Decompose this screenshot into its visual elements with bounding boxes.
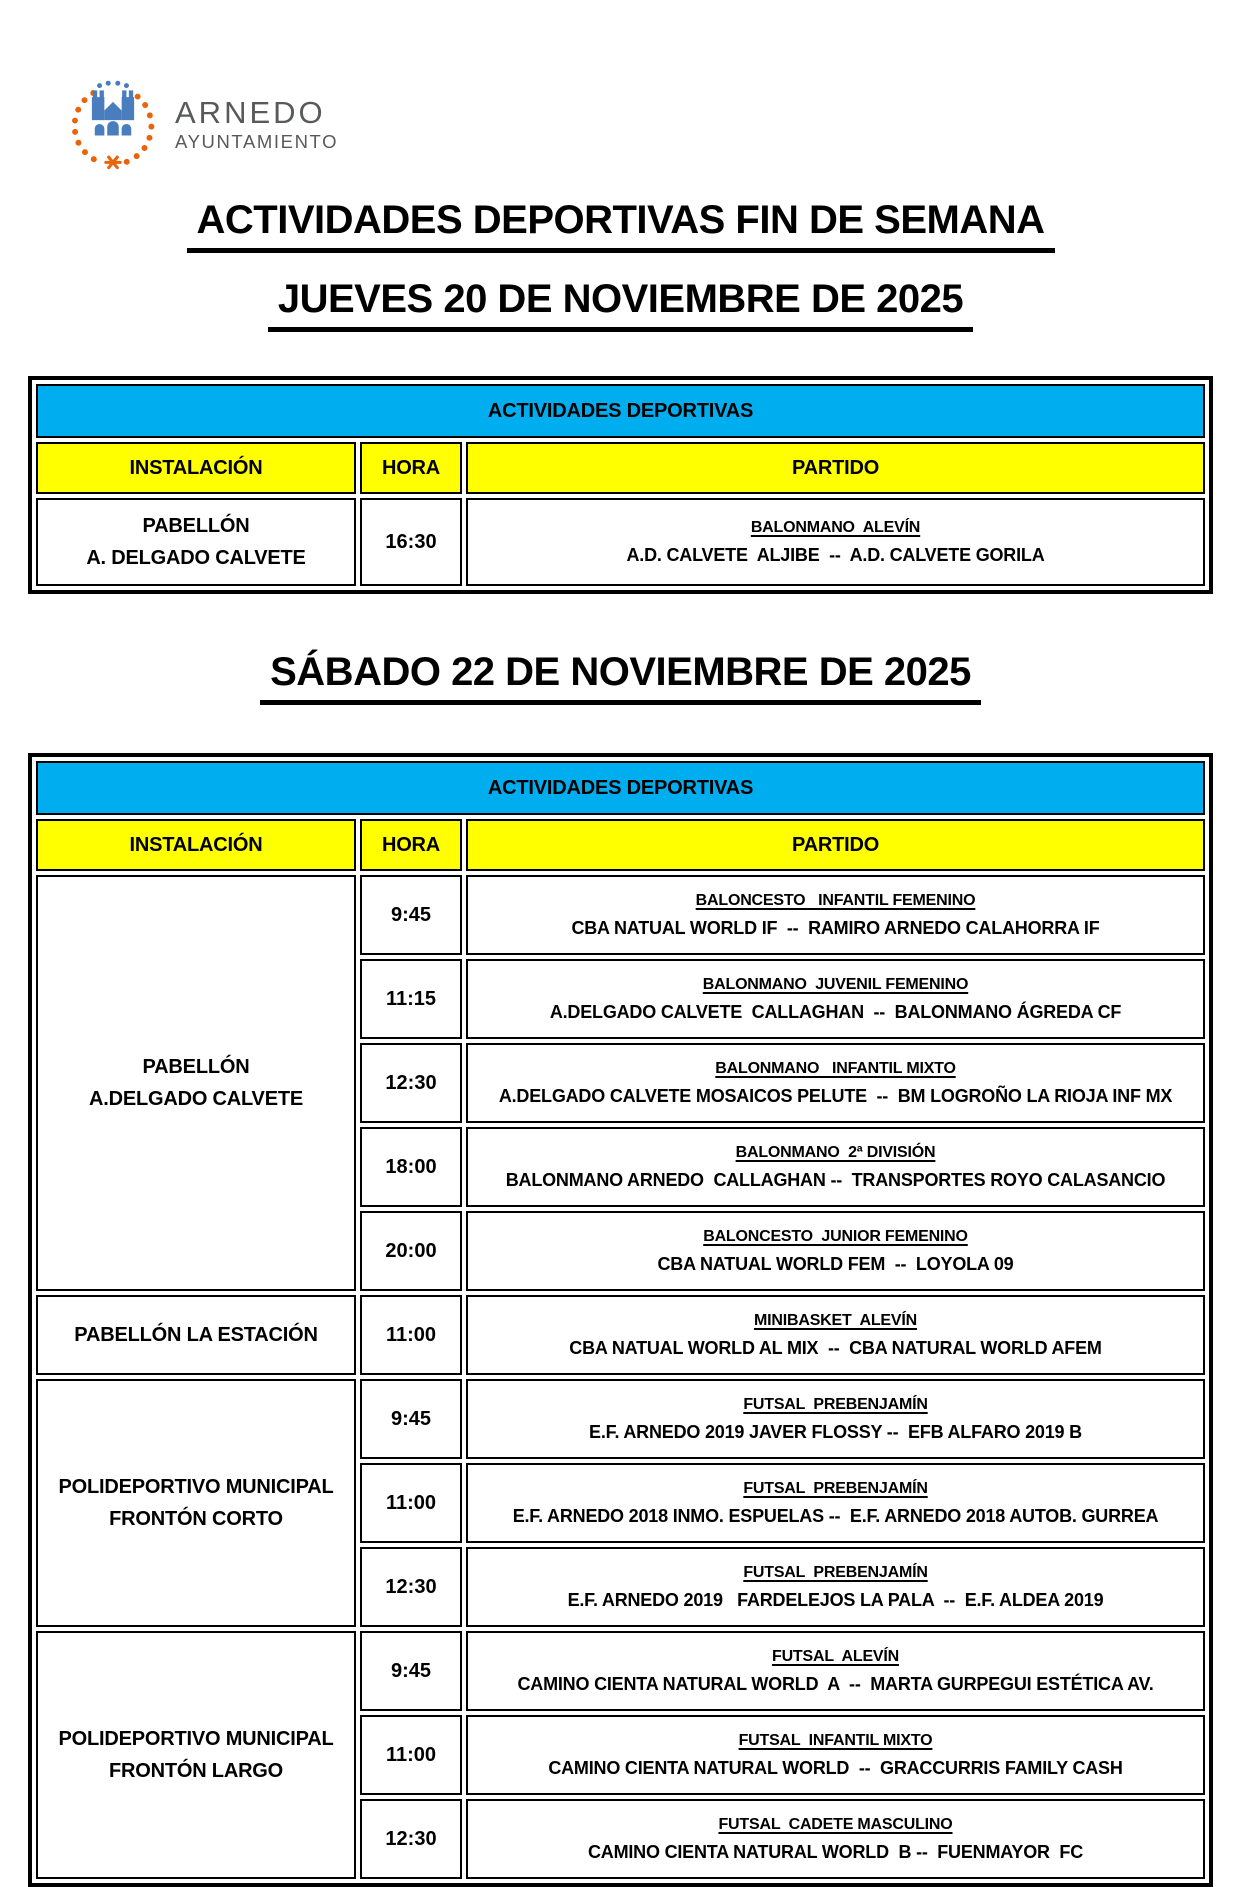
page-title: ACTIVIDADES DEPORTIVAS FIN DE SEMANA <box>187 198 1055 253</box>
partido-cell <box>466 1463 1205 1543</box>
table2-header-hora: HORA <box>360 819 462 871</box>
instalacion-line: POLIDEPORTIVO MUNICIPAL <box>58 1476 334 1498</box>
day2-title: SÁBADO 22 DE NOVIEMBRE DE 2025 <box>260 650 981 705</box>
partido-label: CBA NATUAL WORLD IF -- RAMIRO ARNEDO CALAHORRA IF <box>571 917 1100 938</box>
partido-cell <box>466 1211 1205 1291</box>
partido-label: E.F. ARNEDO 2018 INMO. ESPUELAS -- E.F. ARNEDO 2018 AUTOB. GURREA <box>512 1505 1159 1526</box>
instalacion-cell <box>36 498 356 586</box>
hora-cell: 9:45 <box>360 875 462 955</box>
document-page <box>0 76 1241 1862</box>
table2-header-row <box>36 819 1205 871</box>
partido-cell <box>466 1379 1205 1459</box>
partido-cell <box>466 1547 1205 1627</box>
table2-title-cell: ACTIVIDADES DEPORTIVAS <box>36 761 1205 815</box>
partido-label: A.DELGADO CALVETE CALLAGHAN -- BALONMANO ÁGREDA CF <box>549 1001 1122 1022</box>
categoria-label: BALONMANO 2ª DIVISIÓN <box>735 1143 936 1161</box>
table1-header-instalacion: INSTALACIÓN <box>36 442 356 494</box>
schedule-table-sabado <box>28 753 1213 1887</box>
partido-label: E.F. ARNEDO 2019 FARDELEJOS LA PALA -- E.F. ALDEA 2019 <box>567 1589 1104 1610</box>
hora-cell: 11:00 <box>360 1463 462 1543</box>
table1-title-row <box>36 384 1205 438</box>
partido-label: A.D. CALVETE ALJIBE -- A.D. CALVETE GORILA <box>626 544 1045 565</box>
table-row <box>36 1379 1205 1459</box>
hora-cell: 11:00 <box>360 1295 462 1375</box>
categoria-label: FUTSAL PREBENJAMÍN <box>743 1479 928 1497</box>
day2-title-row <box>28 650 1213 705</box>
hora-cell: 12:30 <box>360 1043 462 1123</box>
partido-cell <box>466 1631 1205 1711</box>
partido-cell <box>466 959 1205 1039</box>
table-row <box>36 1631 1205 1711</box>
logo-subtitle: AYUNTAMIENTO <box>175 131 339 153</box>
partido-cell <box>466 1127 1205 1207</box>
categoria-label: FUTSAL PREBENJAMÍN <box>743 1563 928 1581</box>
hora-cell: 9:45 <box>360 1631 462 1711</box>
day1-title-row <box>28 277 1213 332</box>
hora-cell: 16:30 <box>360 498 462 586</box>
table1-title-cell: ACTIVIDADES DEPORTIVAS <box>36 384 1205 438</box>
categoria-label: FUTSAL INFANTIL MIXTO <box>738 1731 933 1749</box>
table1-header-hora: HORA <box>360 442 462 494</box>
instalacion-line: PABELLÓN LA ESTACIÓN <box>74 1324 318 1346</box>
hora-cell: 9:45 <box>360 1379 462 1459</box>
partido-cell <box>466 1043 1205 1123</box>
categoria-label: FUTSAL PREBENJAMÍN <box>743 1395 928 1413</box>
arnedo-crest-icon <box>65 76 161 172</box>
categoria-label: BALONCESTO INFANTIL FEMENINO <box>695 891 976 909</box>
categoria-label: FUTSAL ALEVÍN <box>772 1647 899 1665</box>
instalacion-line: A. DELGADO CALVETE <box>86 547 306 569</box>
ayuntamiento-logo <box>65 76 1213 172</box>
main-title-row <box>28 198 1213 253</box>
hora-cell: 11:00 <box>360 1715 462 1795</box>
partido-label: CBA NATUAL WORLD FEM -- LOYOLA 09 <box>657 1253 1014 1274</box>
hora-cell: 12:30 <box>360 1799 462 1879</box>
categoria-label: FUTSAL CADETE MASCULINO <box>718 1815 953 1833</box>
hora-cell: 11:15 <box>360 959 462 1039</box>
table2-header-instalacion: INSTALACIÓN <box>36 819 356 871</box>
partido-cell <box>466 875 1205 955</box>
schedule-table-jueves <box>28 376 1213 594</box>
instalacion-cell <box>36 875 356 1291</box>
table-row <box>36 1295 1205 1375</box>
categoria-label: BALONCESTO JUNIOR FEMENINO <box>703 1227 968 1245</box>
partido-cell <box>466 1295 1205 1375</box>
hora-cell: 20:00 <box>360 1211 462 1291</box>
categoria-label: BALONMANO INFANTIL MIXTO <box>715 1059 956 1077</box>
table1-header-row <box>36 442 1205 494</box>
logo-city-name: ARNEDO <box>175 94 326 130</box>
instalacion-line: A.DELGADO CALVETE <box>88 1088 303 1110</box>
partido-cell <box>466 498 1205 586</box>
partido-label: A.DELGADO CALVETE MOSAICOS PELUTE -- BM LOGROÑO LA RIOJA INF MX <box>498 1085 1173 1106</box>
day1-title: JUEVES 20 DE NOVIEMBRE DE 2025 <box>268 277 973 332</box>
categoria-label: BALONMANO JUVENIL FEMENINO <box>702 975 969 993</box>
instalacion-line: PABELLÓN <box>142 515 250 537</box>
partido-label: E.F. ARNEDO 2019 JAVER FLOSSY -- EFB ALFARO 2019 B <box>589 1421 1082 1442</box>
partido-label: CAMINO CIENTA NATURAL WORLD -- GRACCURRIS FAMILY CASH <box>548 1757 1123 1778</box>
partido-label: CAMINO CIENTA NATURAL WORLD A -- MARTA GURPEGUI ESTÉTICA AV. <box>517 1673 1154 1694</box>
logo-wordmark <box>175 94 339 153</box>
instalacion-line: PABELLÓN <box>142 1056 250 1078</box>
partido-cell <box>466 1715 1205 1795</box>
table2-header-partido: PARTIDO <box>466 819 1205 871</box>
partido-label: CBA NATUAL WORLD AL MIX -- CBA NATURAL WORLD AFEM <box>569 1337 1102 1358</box>
instalacion-cell <box>36 1295 356 1375</box>
partido-label: BALONMANO ARNEDO CALLAGHAN -- TRANSPORTES ROYO CALASANCIO <box>505 1169 1166 1190</box>
partido-cell <box>466 1799 1205 1879</box>
partido-label: CAMINO CIENTA NATURAL WORLD B -- FUENMAYOR FC <box>587 1841 1084 1862</box>
table-row <box>36 498 1205 586</box>
instalacion-line: POLIDEPORTIVO MUNICIPAL <box>58 1728 334 1750</box>
hora-cell: 18:00 <box>360 1127 462 1207</box>
categoria-label: BALONMANO ALEVÍN <box>750 518 921 536</box>
categoria-label: MINIBASKET ALEVÍN <box>754 1311 917 1329</box>
instalacion-line: FRONTÓN LARGO <box>108 1760 284 1782</box>
table2-title-row <box>36 761 1205 815</box>
instalacion-cell <box>36 1631 356 1879</box>
hora-cell: 12:30 <box>360 1547 462 1627</box>
table1-header-partido: PARTIDO <box>466 442 1205 494</box>
table-row <box>36 875 1205 955</box>
instalacion-line: FRONTÓN CORTO <box>109 1508 283 1530</box>
instalacion-cell <box>36 1379 356 1627</box>
